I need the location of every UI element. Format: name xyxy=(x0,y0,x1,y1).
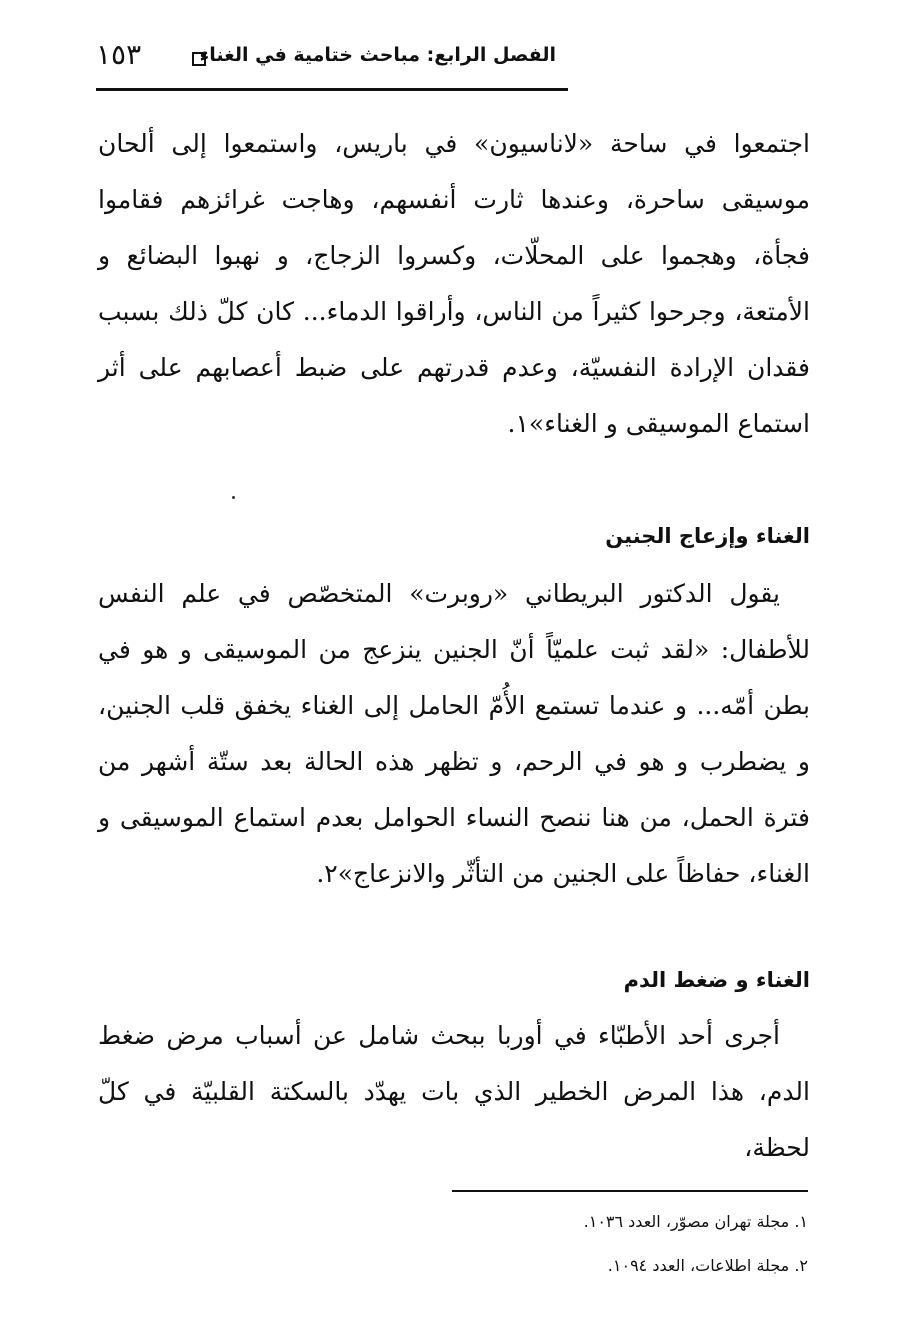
chapter-title: الفصل الرابع: مباحث ختامية في الغناء xyxy=(199,44,556,66)
section-heading: الغناء و ضغط الدم xyxy=(623,968,810,992)
section-3 xyxy=(98,1008,810,1176)
footnotes xyxy=(584,1208,808,1296)
page-number: ١٥٣ xyxy=(96,38,142,71)
section-heading: الغناء وإزعاج الجنين xyxy=(605,524,810,548)
stray-dot xyxy=(232,496,235,499)
footnote-divider xyxy=(452,1190,808,1192)
body-paragraph: اجتمعوا في ساحة «لاناسيون» في باريس، واستمعوا إلى ألحان موسيقى ساحرة، وعندها ثارت أنفسهم، وهاجت غرائزهم فقاموا فجأة، وهجموا على المحلّات، وكسروا الزجاج، و نهبوا البضائع و الأمتعة، وجرحوا كثيراً من الناس، وأراقوا الدماء... كان كلّ ذلك بسبب فقدان الإرادة النفسيّة، وعدم قدرتهم على ضبط أعصابهم على أثر استماع الموسيقى و الغناء»١. xyxy=(98,129,810,438)
square-ornament-icon xyxy=(192,52,206,66)
running-header xyxy=(96,38,556,78)
footnote-item: ٢. مجلة اطلاعات، العدد ١٠٩٤. xyxy=(607,1256,808,1275)
body-paragraph: يقول الدكتور البريطاني «روبرت» المتخصّص في علم النفس للأطفال: «لقد ثبت علميّاً أنّ الجنين ينزعج من الموسيقى و هو في بطن أمّه... و عندما تستمع الأُمّ الحامل إلى الغناء يخفق قلب الجنين، و يضطرب و هو في الرحم، و تظهر هذه الحالة بعد ستّة أشهر من فترة الحمل، من هنا ننصح النساء الحوامل بعدم استماع الموسيقى و الغناء، حفاظاً على الجنين من التأثّر والانزعاج»٢. xyxy=(98,579,810,888)
section-1 xyxy=(98,116,810,452)
body-paragraph: أجرى أحد الأطبّاء في أوربا ببحث شامل عن أسباب مرض ضغط الدم، هذا المرض الخطير الذي بات يهدّد بالسكتة القلبيّة في كلّ لحظة، xyxy=(98,1021,810,1162)
footnote-item: ١. مجلة تهران مصوّر، العدد ١٠٣٦. xyxy=(583,1212,808,1231)
section-2 xyxy=(98,566,810,902)
header-divider xyxy=(96,88,568,91)
